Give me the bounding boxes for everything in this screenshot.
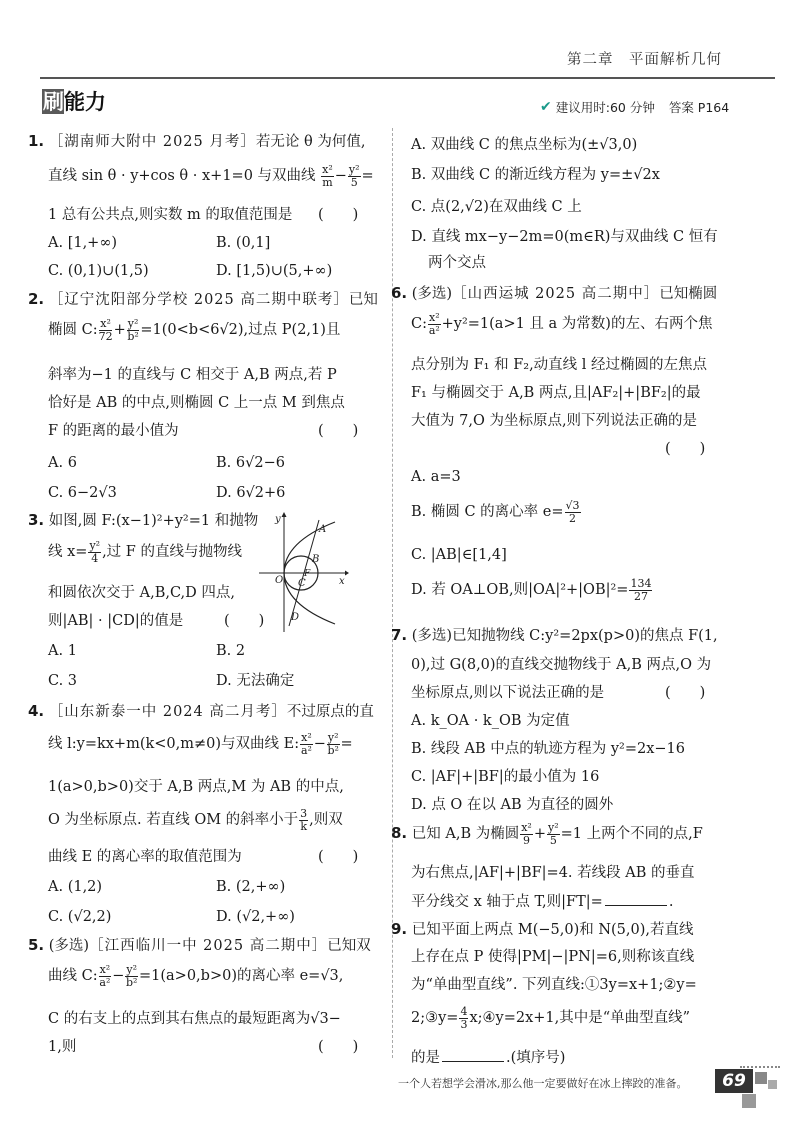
answer-page: 答案 P164 xyxy=(668,100,730,115)
question-text: 已知 xyxy=(348,292,378,308)
question-text: 1 总有公共点,则实数 m 的取值范围是 xyxy=(48,207,293,223)
option-d-continued: 两个交点 xyxy=(428,255,486,271)
fraction: $\frac{4}{3}$ xyxy=(460,1005,468,1031)
option-b: B. (2,+∞) xyxy=(216,879,286,895)
label-x: x xyxy=(339,576,345,587)
decor-square xyxy=(768,1080,777,1089)
fraction: $\frac{\text{y²}}{4}$ xyxy=(89,539,101,565)
fraction: $\frac{\text{x²}}{9}$ xyxy=(521,821,532,847)
question-text: 线 l:y=kx+m(k<0,m≠0)与双曲线 E: xyxy=(48,736,300,753)
option-a: A. 双曲线 C 的焦点坐标为(±√3,0) xyxy=(411,137,638,153)
question-text: 则|AB| · |CD|的值是 xyxy=(48,613,184,629)
fraction: $\frac{\text{y²}}{5}$ xyxy=(548,821,559,847)
fraction: $\frac{\text{x²}}{m}$ xyxy=(322,163,333,189)
question-text: O 为坐标原点. 若直线 OM 的斜率小于 xyxy=(48,812,299,829)
header-rule xyxy=(40,77,775,79)
answer-bracket: ( ) xyxy=(665,441,706,457)
label-y: y xyxy=(275,514,281,525)
x-axis-arrow xyxy=(345,571,349,576)
fraction: $\frac{\text{y²}}{\text{b²}}$ xyxy=(327,731,339,757)
fraction: $\frac{3}{k}$ xyxy=(300,807,308,833)
option-a: A. 1 xyxy=(48,643,77,659)
option-a: A. a=3 xyxy=(411,469,461,485)
question-text: 和圆依次交于 A,B,C,D 四点, xyxy=(48,585,235,601)
question-text: 坐标原点,则以下说法正确的是 xyxy=(411,685,605,701)
question-number: 1. xyxy=(28,132,45,150)
label-a: A xyxy=(319,524,327,535)
question-text: 平分线交 x 轴于点 T,则|FT|= xyxy=(411,894,603,910)
question-number: 8. xyxy=(391,824,408,843)
fraction: $\frac{√3}{2}$ xyxy=(565,499,580,525)
question-text: 已知椭圆 xyxy=(659,286,718,302)
option-c: C. |AB|∈[1,4] xyxy=(411,547,507,563)
question-text: =1(a>0,b>0)的离心率 e=√3, xyxy=(139,968,344,985)
option-d: D. 点 O 在以 AB 为直径的圆外 xyxy=(411,797,614,813)
option-c: C. 3 xyxy=(48,673,78,689)
fraction: $\frac{\text{y²}}{5}$ xyxy=(348,163,360,189)
question-text: 上存在点 P 使得|PM|−|PN|=6,则称该直线 xyxy=(411,949,695,965)
question-source: ［辽宁沈阳部分学校 2025 高二期中联考］ xyxy=(48,292,349,308)
question-source: ［山东新泰一中 2024 高二月考］ xyxy=(48,704,287,720)
question-text: C 的右支上的点到其右焦点的最短距离为√3− xyxy=(48,1011,341,1027)
page-number: 69 xyxy=(715,1069,753,1093)
decor-square xyxy=(755,1072,767,1084)
option-b: B. 线段 AB 中点的轨迹方程为 y²=2x−16 xyxy=(411,741,685,757)
answer-blank[interactable] xyxy=(442,1050,504,1062)
question-text: 若无论 θ 为何值, xyxy=(255,134,366,150)
question-text: 曲线 E 的离心率的取值范围为 xyxy=(48,849,242,865)
footer-dots xyxy=(740,1066,780,1068)
question-source: ［山西运城 2025 高二期中］ xyxy=(452,286,660,302)
multi-select-tag: (多选) xyxy=(411,628,453,644)
fraction: $\frac{\text{x²}}{\text{a²}}$ xyxy=(300,731,312,757)
option-a: A. (1,2) xyxy=(48,879,103,895)
decor-square xyxy=(742,1094,756,1108)
option-a: A. [1,+∞) xyxy=(48,235,118,251)
section-badge-first: 刷 xyxy=(43,90,64,114)
label-o: O xyxy=(275,575,284,586)
option-c: C. (√2,2) xyxy=(48,909,112,925)
question-text: 已知 A,B 为椭圆 xyxy=(411,826,520,843)
fraction: $\frac{\text{x²}}{\text{a²}}$ xyxy=(99,963,111,989)
operator: − xyxy=(313,736,326,753)
question-text: 为“单曲型直线”. 下列直线:①3y=x+1;②y= xyxy=(411,977,697,993)
option-b: B. 6√2−6 xyxy=(216,455,285,471)
question-text: =1(0<b<6√2),过点 P(2,1)且 xyxy=(140,322,341,339)
operator: − xyxy=(112,968,125,985)
question-number: 9. xyxy=(391,920,408,938)
answer-bracket: ( ) xyxy=(318,1039,359,1055)
option-c: C. |AF|+|BF|的最小值为 16 xyxy=(411,769,600,785)
question-number: 4. xyxy=(28,702,45,720)
option-d: D. 直线 mx−y−2m=0(m∈R)与双曲线 C 恒有 xyxy=(411,229,718,245)
question-number: 7. xyxy=(391,626,408,644)
fraction: $\frac{\text{x²}}{\text{a²}}$ xyxy=(428,311,440,337)
chapter-title: 第二章 平面解析几何 xyxy=(567,52,722,68)
operator: − xyxy=(334,168,347,185)
section-badge-rest: 能力 xyxy=(64,90,106,114)
question-text: F₁ 与椭圆交于 A,B 两点,且|AF₂|+|BF₂|的最 xyxy=(411,385,701,401)
option-d: D. 6√2+6 xyxy=(216,485,286,501)
footer-motto: 一个人若想学会滑冰,那么他一定要做好在冰上摔跤的准备。 xyxy=(398,1077,688,1090)
question-text: .(填序号) xyxy=(506,1050,566,1066)
question-text: 点分别为 F₁ 和 F₂,动直线 l 经过椭圆的左焦点 xyxy=(411,357,708,373)
question-text: 0),过 G(8,0)的直线交抛物线于 A,B 两点,O 为 xyxy=(411,657,712,673)
option-a: A. 6 xyxy=(48,455,77,471)
question-text: 线 x= xyxy=(48,544,88,561)
question-text: F 的距离的最小值为 xyxy=(48,423,179,439)
question-text: 2;③y= xyxy=(411,1010,459,1027)
option-d: D. [1,5)∪(5,+∞) xyxy=(216,263,333,279)
section-badge xyxy=(42,86,108,116)
question-text: 为右焦点,|AF|+|BF|=4. 若线段 AB 的垂直 xyxy=(411,865,695,881)
operator: + xyxy=(113,322,126,339)
option-a: A. k_OA · k_OB 为定值 xyxy=(411,713,570,729)
question-text: . xyxy=(668,894,674,910)
answer-bracket: ( ) xyxy=(224,613,265,629)
parabola-circle-figure xyxy=(257,512,349,634)
label-d: D xyxy=(291,612,300,623)
option-b: B. 2 xyxy=(216,643,246,659)
question-text: 斜率为−1 的直线与 C 相交于 A,B 两点,若 P xyxy=(48,367,337,383)
option-b: B. 双曲线 C 的渐近线方程为 y=±√2x xyxy=(411,167,660,183)
label-b: B xyxy=(312,554,320,565)
question-text: C: xyxy=(411,316,427,333)
question-text: x;④y=2x+1,其中是“单曲型直线” xyxy=(469,1010,691,1027)
option-c: C. 点(2,√2)在双曲线 C 上 xyxy=(411,199,582,215)
question-source: ［湖南师大附中 2025 月考］ xyxy=(48,134,256,150)
question-text: 已知双 xyxy=(327,938,371,954)
time-info xyxy=(540,98,729,116)
multi-select-tag: (多选) xyxy=(48,938,90,954)
question-text: 1(a>0,b>0)交于 A,B 两点,M 为 AB 的中点, xyxy=(48,779,344,795)
question-text: 不过原点的直 xyxy=(286,704,374,720)
answer-blank[interactable] xyxy=(605,894,667,906)
question-number: 6. xyxy=(391,284,408,302)
y-axis-arrow xyxy=(282,512,287,517)
operator: + xyxy=(533,826,546,843)
option-d: D. 若 OA⊥OB,则|OA|²+|OB|²= xyxy=(411,582,629,599)
check-icon: ✔ xyxy=(540,99,552,115)
fraction: $\frac{134}{27}$ xyxy=(630,577,652,603)
question-text: 已知平面上两点 M(−5,0)和 N(5,0),若直线 xyxy=(411,922,694,938)
question-text: 1,则 xyxy=(48,1039,77,1055)
label-c: C xyxy=(298,578,306,589)
option-b: B. 椭圆 C 的离心率 e= xyxy=(411,504,564,521)
option-d: D. (√2,+∞) xyxy=(216,909,295,925)
answer-bracket: ( ) xyxy=(665,685,706,701)
option-b: B. (0,1] xyxy=(216,235,271,251)
label-f: F xyxy=(304,569,311,579)
fraction: $\frac{\text{y²}}{\text{b²}}$ xyxy=(127,317,139,343)
question-text: ,过 F 的直线与抛物线 xyxy=(102,544,242,561)
question-text: +y²=1(a>1 且 a 为常数)的左、右两个焦 xyxy=(441,316,713,333)
question-text: 恰好是 AB 的中点,则椭圆 C 上一点 M 到焦点 xyxy=(48,395,345,411)
question-source: ［江西临川一中 2025 高二期中］ xyxy=(89,938,328,954)
question-number: 3. xyxy=(28,511,45,529)
answer-bracket: ( ) xyxy=(318,423,359,439)
fraction: $\frac{\text{y²}}{\text{b²}}$ xyxy=(125,963,138,989)
operator: = xyxy=(340,736,353,753)
fraction: $\frac{\text{x²}}{72}$ xyxy=(98,317,113,343)
question-text: 已知抛物线 C:y²=2px(p>0)的焦点 F(1, xyxy=(452,628,718,644)
answer-bracket: ( ) xyxy=(318,849,359,865)
option-c: C. 6−2√3 xyxy=(48,485,117,501)
option-d: D. 无法确定 xyxy=(216,673,295,689)
question-number: 2. xyxy=(28,290,45,308)
column-divider xyxy=(392,128,393,1058)
question-text: 大值为 7,O 为坐标原点,则下列说法正确的是 xyxy=(411,413,698,429)
question-number: 5. xyxy=(28,936,45,954)
answer-bracket: ( ) xyxy=(318,207,359,223)
suggested-time: 建议用时:60 分钟 xyxy=(555,100,655,115)
operator: = xyxy=(361,168,374,185)
question-text: ,则双 xyxy=(309,812,343,829)
question-text: 直线 sin θ · y+cos θ · x+1=0 与双曲线 xyxy=(48,168,316,185)
question-text: 的是 xyxy=(411,1050,440,1066)
option-c: C. (0,1)∪(1,5) xyxy=(48,263,149,279)
multi-select-tag: (多选) xyxy=(411,286,453,302)
question-text: =1 上两个不同的点,F xyxy=(560,826,703,843)
question-text: 椭圆 C: xyxy=(48,322,98,339)
question-text: 如图,圆 F:(x−1)²+y²=1 和抛物 xyxy=(48,513,259,529)
question-text: 曲线 C: xyxy=(48,968,98,985)
